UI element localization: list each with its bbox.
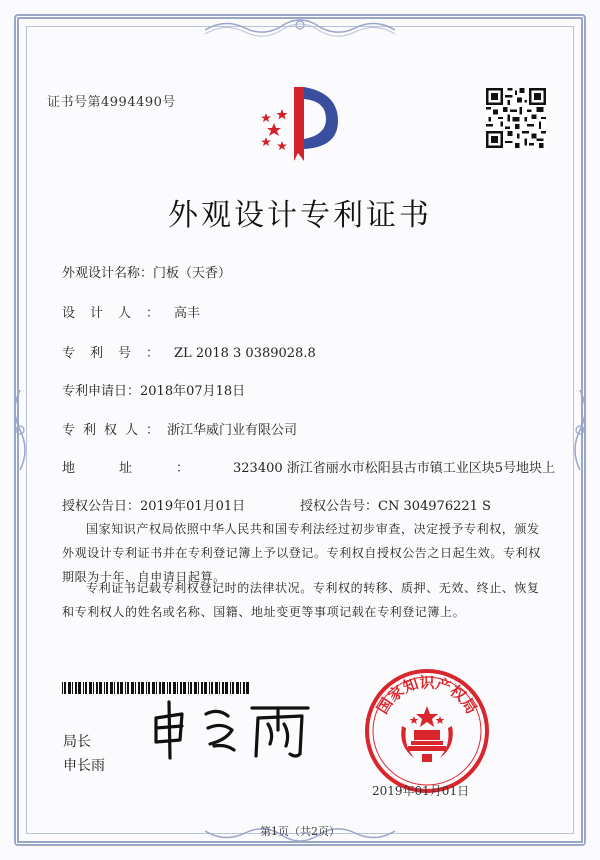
- qr-code-icon: [486, 88, 546, 148]
- cnipa-logo-icon: [252, 83, 348, 163]
- seal-date: 2019年01月01日: [372, 784, 470, 798]
- page-title: 外观设计专利证书: [168, 198, 432, 233]
- filing-date-label: 专利申请日：: [62, 384, 141, 399]
- announcement-date-label: 授权公告日：: [62, 499, 141, 514]
- right-ornament: [570, 390, 590, 470]
- top-ornament: [205, 16, 395, 38]
- design-name-row: [62, 262, 231, 281]
- announcement-number-row: [300, 495, 491, 514]
- seal-text: 国家知识产权局: [373, 673, 481, 718]
- official-seal-icon: [362, 666, 492, 796]
- address-value: 323400 浙江省丽水市松阳县古市镇工业区块5号地块上: [233, 461, 556, 476]
- signature-icon: [148, 700, 318, 760]
- patentee-label: 专利权人：: [62, 423, 168, 438]
- design-name-label: 外观设计名称：: [62, 266, 154, 281]
- legal-status-paragraph: 专利证书记载专利权登记时的法律状况。专利权的转移、质押、无效、终止、恢复和专利权人的姓名或名称、国籍、地址变更等事项记载在专利登记簿上。: [62, 581, 540, 619]
- announcement-date-value: 2019年01月01日: [140, 499, 246, 514]
- filing-date-value: 2018年07月18日: [140, 384, 246, 399]
- announcement-number-value: CN 304976221 S: [378, 499, 491, 514]
- page-number: 第1页（共2页）: [260, 825, 340, 838]
- designer-label: 设计人：: [62, 306, 175, 321]
- address-label: 地址：: [62, 461, 234, 476]
- grant-paragraph: 国家知识产权局依照中华人民共和国专利法经过初步审查，决定授予专利权，颁发外观设计专利证书并在专利登记簿上予以登记。专利权自授权公告之日起生效。专利权期限为十年，自申请日起算。: [62, 522, 541, 584]
- barcode-icon: [62, 682, 252, 694]
- designer-value: 高丰: [174, 306, 201, 321]
- address-row: [62, 457, 555, 476]
- certificate-number: 证书号第4994490号: [47, 95, 176, 110]
- announcement-date-row: [62, 495, 245, 514]
- signatory-title: 局长: [63, 734, 91, 750]
- patentee-row: [62, 419, 297, 438]
- signatory-name: 申长雨: [63, 758, 105, 774]
- design-name-value: 门板（天香）: [153, 266, 232, 281]
- left-ornament: [10, 390, 30, 470]
- designer-row: [62, 302, 200, 321]
- patent-number-value: ZL 2018 3 0389028.8: [174, 346, 316, 361]
- filing-date-row: [62, 380, 245, 399]
- patent-number-label: 专利号：: [62, 346, 175, 361]
- patentee-value: 浙江华威门业有限公司: [167, 423, 298, 438]
- announcement-number-label: 授权公告号：: [300, 499, 379, 514]
- patent-number-row: [62, 342, 316, 361]
